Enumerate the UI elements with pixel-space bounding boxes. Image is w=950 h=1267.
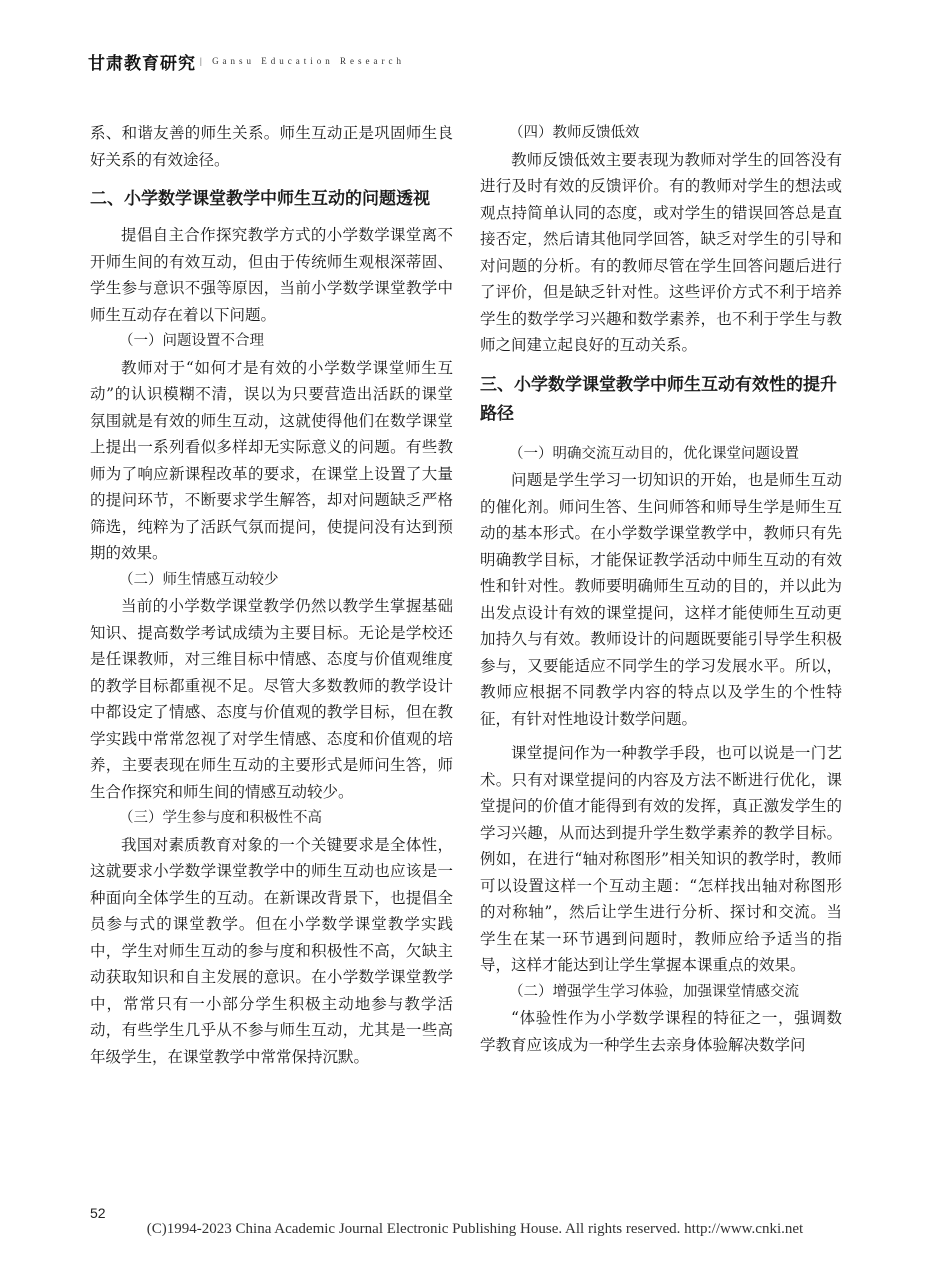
left-column [90, 120, 453, 1070]
paragraph: 当前的小学数学课堂教学仍然以教学生掌握基础知识、提高数学考试成绩为主要目标。无论是学校还是任课教师，对三维目标中情感、态度与价值观维度的教学目标都重视不足。尽管大多数教师的教学设计中都设定了情感、态度与价值观的教学目标，但在教学实践中常常忽视了对学生情感、态度和价值观的培养，主要表现在师生互动的主要形式是师问生答，师生合作探究和师生间的情感互动较少。 [90, 597, 453, 801]
subsection-heading: （三）学生参与度和积极性不高 [119, 810, 322, 826]
journal-header [88, 46, 405, 76]
paragraph: 系、和谐友善的师生关系。师生互动正是巩固师生良好关系的有效途径。 [90, 124, 453, 169]
paragraph: 教师反馈低效主要表现为教师对学生的回答没有进行及时有效的反馈评价。有的教师对学生的想法或观点持简单认同的态度，或对学生的错误回答总是直接否定，然后请其他同学回答，缺乏对学生的引导和对问题的分析。有的教师尽管在学生回答问题后进行了评价，但是缺乏针对性。这些评价方式不利于培养学生的数学学习兴趣和数学素养，也不利于学生与教师之间建立起良好的互动关系。 [480, 150, 842, 354]
section-heading: 三、小学数学课堂教学中师生互动有效性的提升路径 [480, 374, 837, 424]
subsection-heading: （一）明确交流互动目的，优化课堂问题设置 [509, 445, 799, 462]
subsection-heading: （二）师生情感互动较少 [119, 571, 279, 588]
subsection-heading: （二）增强学生学习体验，加强课堂情感交流 [509, 983, 799, 1000]
paragraph: 问题是学生学习一切知识的开始，也是师生互动的催化剂。师问生答、生问师答和师导生学是师生互动的基本形式。在小学数学课堂教学中，教师只有先明确教学目标，才能保证教学活动中师生互动的有效性和针对性。教师要明确师生互动的目的，并以此为出发点设计有效的课堂提问，这样才能使师生互动更加持久与有效。教师设计的问题既要能引导学生积极参与，又要能适应不同学生的学习发展水平。所以，教师应根据不同教学内容的特点以及学生的个性特征，有针对性地设计数学问题。 [480, 471, 842, 728]
paragraph: 教师对于“如何才是有效的小学数学课堂师生互动”的认识模糊不清，误以为只要营造出活跃的课堂氛围就是有效的师生互动，这就使得他们在数学课堂上提出一系列看似多样却无实际意义的问题。有些教师为了响应新课程改革的要求，在课堂上设置了大量的提问环节，不断要求学生解答，却对问题缺乏严格筛选，纯粹为了活跃气氛而提问，使提问没有达到预期的效果。 [90, 358, 453, 562]
copyright-notice: (C)1994-2023 China Academic Journal Electronic Publishing House. All rights reserved. http://www.cnki.net [146, 1221, 804, 1237]
paragraph: 我国对素质教育对象的一个关键要求是全体性，这就要求小学数学课堂教学中的师生互动也应该是一种面向全体学生的互动。在新课改背景下，也提倡全员参与式的课堂教学。但在小学数学课堂教学实践中，学生对师生互动的参与度和积极性不高，欠缺主动获取知识和自主发展的意识。在小学数学课堂教学中，常常只有一小部分学生积极主动地参与教学活动，有些学生几乎从不参与师生互动，尤其是一些高年级学生，在课堂教学中常常保持沉默。 [90, 835, 453, 1066]
journal-name: 甘肃教育研究 [88, 53, 196, 74]
paragraph: 提倡自主合作探究教学方式的小学数学课堂离不开师生间的有效互动，但由于传统师生观根深蒂固、学生参与意识不强等原因，当前小学数学课堂教学中师生互动存在着以下问题。 [90, 226, 453, 324]
paragraph: 课堂提问作为一种教学手段，也可以说是一门艺术。只有对课堂提问的内容及方法不断进行优化，课堂提问的价值才能得到有效的发挥，真正激发学生的学习兴趣，从而达到提升学生数学素养的教学目标。例如，在进行“轴对称图形”相关知识的教学时，教师可以设置这样一个互动主题：“怎样找出轴对称图形的对称轴”，然后让学生进行分析、探讨和交流。当学生在某一环节遇到问题时，教师应给予适当的指导，这样才能达到让学生掌握本课重点的效果。 [480, 744, 842, 974]
right-column [480, 120, 842, 1058]
journal-english-name: | Gansu Education Research [200, 56, 406, 66]
section-heading: 二、小学数学课堂教学中师生互动的问题透视 [90, 189, 430, 209]
subsection-heading: （四）教师反馈低效 [509, 125, 640, 141]
journal-english-text: Gansu Education Research [212, 56, 406, 66]
subsection-heading: （一）问题设置不合理 [119, 333, 264, 349]
paragraph: “体验性作为小学数学课程的特征之一，强调数学教育应该成为一种学生去亲身体验解决数学问 [480, 1009, 842, 1054]
page-number: 52 [90, 1205, 106, 1221]
